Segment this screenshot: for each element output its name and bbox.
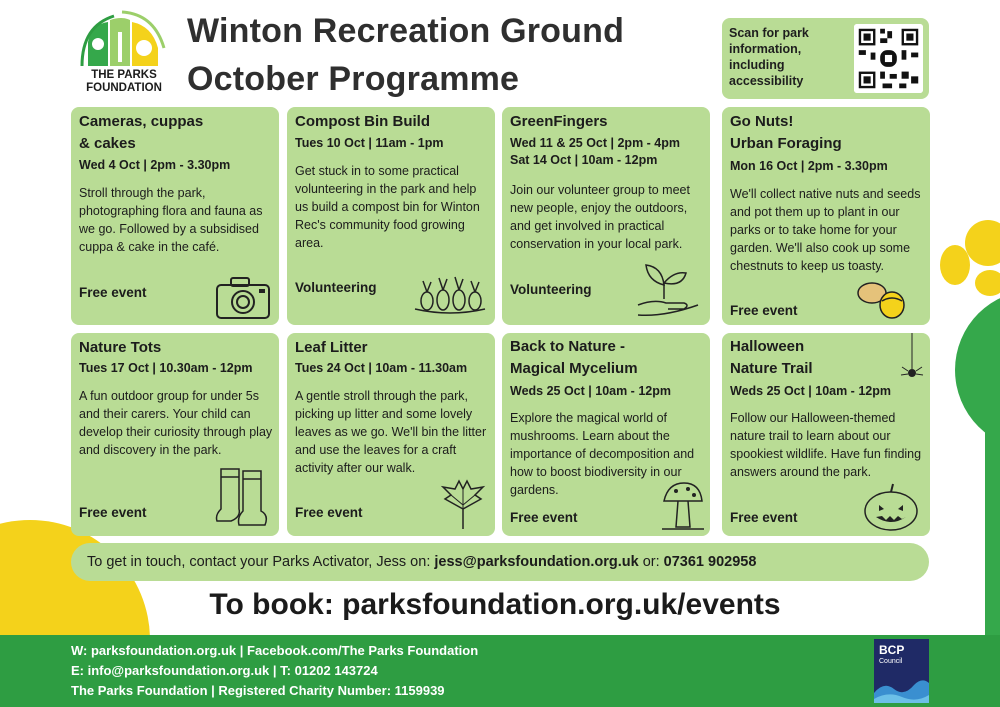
event-description: Get stuck in to some practical volunteering in the park and help us build a compost bin for Winton Rec's community food growing area. <box>295 164 480 250</box>
event-title: Cameras, cuppas & cakes <box>79 113 204 152</box>
booking-link[interactable]: To book: parksfoundation.org.uk/events <box>209 588 781 621</box>
logo-text-line1: THE PARKS <box>91 69 157 81</box>
page-title: Winton Recreation Ground <box>187 12 625 50</box>
wellington-boots-icon <box>213 465 273 529</box>
event-title: GreenFingers <box>510 113 608 130</box>
event-card[interactable] <box>287 107 495 325</box>
page-subtitle: October Programme <box>187 60 520 98</box>
event-date: Tues 10 Oct | 11am - 1pm <box>295 136 444 150</box>
event-description: Follow our Halloween-themed nature trail to learn about our spookiest wildlife. Have fun finding answers around the park. <box>730 411 922 479</box>
event-tag: Volunteering <box>295 280 377 295</box>
event-card[interactable] <box>502 107 710 325</box>
contact-or: or: <box>638 554 664 570</box>
spider-icon <box>900 333 924 385</box>
vegetables-icon <box>413 273 487 319</box>
decorative-petal <box>940 245 970 285</box>
qr-caption: Scan for park information, including accessibility <box>729 26 809 88</box>
event-description: Join our volunteer group to meet new people, enjoy the outdoors, and get involved in practical conservation in your local park. <box>510 183 690 251</box>
event-card[interactable] <box>71 107 279 325</box>
event-tag: Volunteering <box>510 282 592 297</box>
contact-bar <box>71 543 929 581</box>
event-date: Weds 25 Oct | 10am - 12pm <box>510 384 671 398</box>
event-tag: Free event <box>730 510 798 525</box>
event-date: Tues 24 Oct | 10am - 11.30am <box>295 361 468 375</box>
footer-charity-line: The Parks Foundation | Registered Charity Number: 1159939 <box>71 683 445 698</box>
decorative-green-stem <box>985 370 1000 670</box>
event-title: Back to Nature - Magical Mycelium <box>510 338 638 377</box>
event-tag: Free event <box>510 510 578 525</box>
seedling-hand-icon <box>634 259 704 321</box>
footer-web-line[interactable]: W: parksfoundation.org.uk | Facebook.com/The Parks Foundation <box>71 643 479 658</box>
bcp-council-logo <box>874 639 929 703</box>
footer-email-line[interactable]: E: info@parksfoundation.org.uk | T: 01202 143724 <box>71 663 378 678</box>
event-title: Halloween Nature Trail <box>730 338 813 377</box>
event-card[interactable] <box>722 107 930 325</box>
leaf-icon <box>437 479 489 531</box>
event-tag: Free event <box>79 505 147 520</box>
footer-info <box>71 641 478 701</box>
event-title: Compost Bin Build <box>295 113 430 130</box>
event-card[interactable] <box>287 333 495 536</box>
event-date: Mon 16 Oct | 2pm - 3.30pm <box>730 159 888 173</box>
event-tag: Free event <box>730 303 798 318</box>
event-title: Leaf Litter <box>295 339 368 356</box>
mushroom-icon <box>660 479 706 533</box>
event-tag: Free event <box>295 505 363 520</box>
pumpkin-icon <box>862 481 920 533</box>
contact-prefix: To get in touch, contact your Parks Activator, Jess on: <box>87 554 435 570</box>
event-card[interactable] <box>71 333 279 536</box>
bcp-logo-subtext: Council <box>879 658 903 665</box>
decorative-petal <box>975 270 1000 296</box>
nuts-icon <box>856 279 912 323</box>
qr-panel <box>722 18 929 99</box>
event-description: Explore the magical world of mushrooms. Learn about the importance of decomposition and how to boost biodiversity in our gardens. <box>510 411 695 497</box>
event-date: Wed 11 & 25 Oct | 2pm - 4pm <box>510 136 680 150</box>
event-title: Nature Tots <box>79 339 162 356</box>
event-date: Wed 4 Oct | 2pm - 3.30pm <box>79 158 231 172</box>
event-description: We'll collect native nuts and seeds and pot them up to plant in our parks or to take home for your garden. We'll also cook up some chestnuts to keep us toasty. <box>730 187 921 273</box>
bcp-wave-graphic <box>874 673 929 703</box>
camera-icon <box>215 275 271 321</box>
contact-phone-link[interactable]: 07361 902958 <box>663 554 757 570</box>
bcp-logo-text: BCP <box>879 643 905 657</box>
footer <box>0 635 1000 707</box>
contact-email-link[interactable]: jess@parksfoundation.org.uk <box>434 554 639 570</box>
decorative-petal <box>965 220 1000 266</box>
event-description: A fun outdoor group for under 5s and their carers. Your child can develop their curiosity through play and discovery in the park. <box>79 389 273 457</box>
event-description: A gentle stroll through the park, picking up litter and some lovely leaves as we go. We'll bin the litter and use the leaves for a craft activity after our walk. <box>295 389 487 475</box>
event-date: Tues 17 Oct | 10.30am - 12pm <box>79 361 253 375</box>
qr-code-icon[interactable] <box>854 24 923 93</box>
event-tag: Free event <box>79 285 147 300</box>
event-title: Go Nuts! Urban Foraging <box>730 113 842 152</box>
event-card[interactable] <box>722 333 930 536</box>
event-date: Sat 14 Oct | 10am - 12pm <box>510 153 658 167</box>
logo-wordmark <box>74 69 174 95</box>
event-description: Stroll through the park, photographing flora and fauna as we go. Followed by a subsidised cuppa & cake in the café. <box>79 186 263 254</box>
event-date: Weds 25 Oct | 10am - 12pm <box>730 384 891 398</box>
event-card[interactable] <box>502 333 710 536</box>
logo-text-line2: FOUNDATION <box>86 82 162 94</box>
